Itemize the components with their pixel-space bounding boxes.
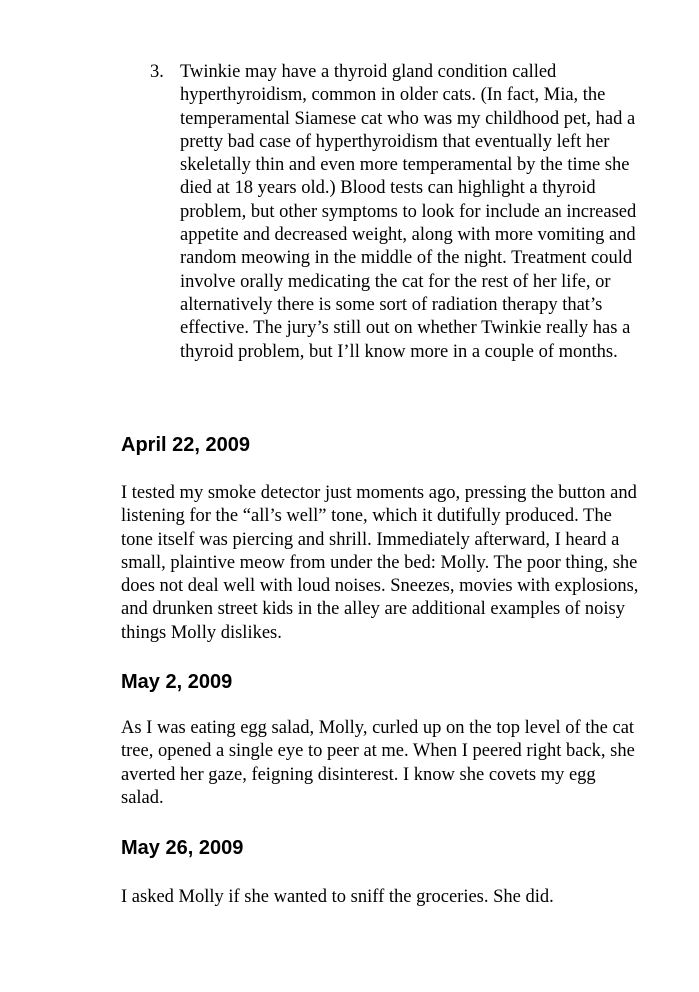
entry-paragraph: I asked Molly if she wanted to sniff the groceries. She did. (121, 887, 554, 907)
list-item-number: 3. (150, 62, 164, 82)
entry-date-heading: May 2, 2009 (121, 671, 233, 693)
entry-paragraph: I tested my smoke detector just moments ago, pressing the button and listening for the “all’s well” tone, which it dutifully produced. The tone itself was piercing and shrill. Immediately afterward, I heard a small, plaintive meow from under the bed: Molly. The poor thing, she does not deal well with loud noises. Sneezes, movies with explosions, and drunken street kids in the alley are additional examples of noisy things Molly dislikes. (121, 483, 639, 643)
numbered-list-item (150, 61, 640, 364)
entry-paragraph: As I was eating egg salad, Molly, curled up on the top level of the cat tree, opened a single eye to peer at me. When I peered right back, she averted her gaze, feigning disinterest. I know she covets my egg salad. (121, 718, 635, 808)
list-item-text: Twinkie may have a thyroid gland condition called hyperthyroidism, common in older cats. (In fact, Mia, the temperamental Siamese cat who was my childhood pet, had a pretty bad case of hyperthyroidism that eventually left her skeletally thin and even more temperamental by the time she died at 18 years old.) Blood tests can highlight a thyroid problem, but other symptoms to look for include an increased appetite and decreased weight, along with more vomiting and random meowing in the middle of the night. Treatment could involve orally medicating the cat for the rest of her life, or alternatively there is some sort of radiation therapy that’s effective. The jury’s still out on whether Twinkie really has a thyroid problem, but I’ll know more in a couple of months. (180, 62, 637, 362)
entry-date-heading: May 26, 2009 (121, 837, 244, 859)
entry-date-heading: April 22, 2009 (121, 434, 250, 456)
